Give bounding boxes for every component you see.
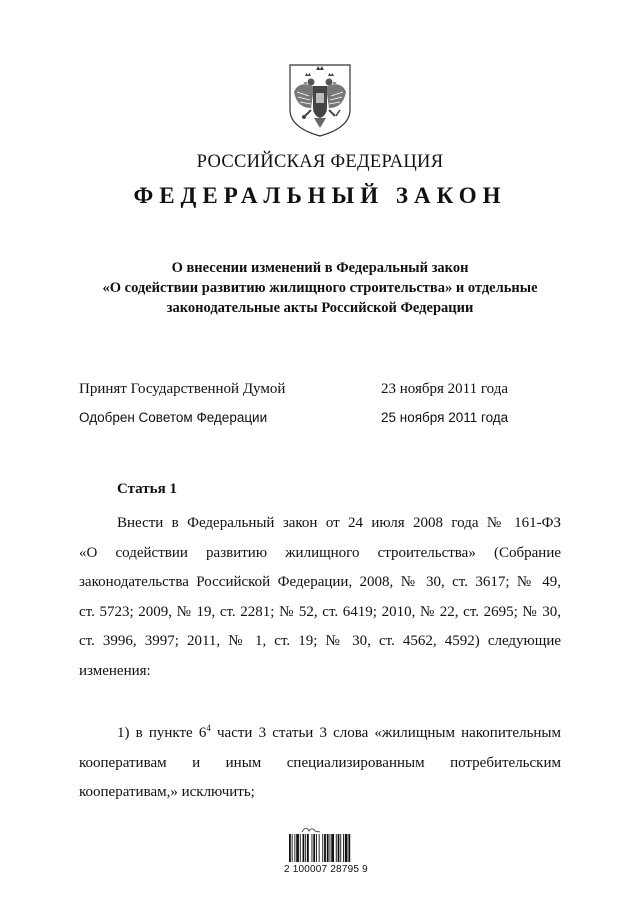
- country-name: РОССИЙСКАЯ ФЕДЕРАЦИЯ: [196, 152, 444, 172]
- paragraph-line: кооперативам,» исключить;: [79, 784, 255, 800]
- article-intro-paragraph: [79, 509, 561, 686]
- adopted-date: 23 ноября 2011 года: [381, 381, 509, 397]
- article-heading: Статья 1: [117, 481, 177, 497]
- item-1-rest: части 3 статьи 3 слова «жилищным накопительным: [210, 725, 562, 741]
- coat-of-arms-emblem: [287, 62, 353, 138]
- item-1-paragraph: [79, 719, 561, 808]
- paragraph-line: «О содействии развитию жилищного строительства» (Собрание: [79, 544, 561, 561]
- approved-date: 25 ноября 2011 года: [381, 410, 509, 425]
- paragraph-line: кооперативам и иным специализированным потребительским: [79, 754, 561, 771]
- law-title-line: «О содействии развитию жилищного строительства» и отдельные: [102, 280, 538, 296]
- law-title: [60, 258, 580, 318]
- paragraph-line: законодательства Российской Федерации, 2008, № 30, ст. 3617; № 49,: [79, 574, 561, 590]
- paragraph-line: Внести в Федеральный закон от 24 июля 2008 года № 161-ФЗ: [117, 515, 561, 531]
- paragraph-line: [79, 719, 561, 749]
- adopted-by-duma-label: Принят Государственной Думой: [79, 381, 286, 397]
- law-title-line: О внесении изменений в Федеральный закон: [171, 260, 469, 276]
- double-headed-eagle-icon: [287, 62, 353, 138]
- approved-by-council-label: Одобрен Советом Федерации: [79, 410, 268, 425]
- item-1-superscript: 4: [206, 723, 211, 733]
- paragraph-line: изменения:: [79, 662, 151, 679]
- barcode-number: 2 100007 28795 9: [284, 864, 368, 875]
- law-title-line: законодательные акты Российской Федерации: [166, 300, 474, 316]
- barcode-mark-icon: [301, 826, 321, 834]
- paragraph-line: ст. 5723; 2009, № 19, ст. 2281; № 52, ст. 6419; 2010, № 22, ст. 2695; № 30,: [79, 603, 561, 620]
- paragraph-line: ст. 3996, 3997; 2011, № 1, ст. 19; № 30, ст. 4562, 4592) следующие: [79, 633, 561, 649]
- law-type-heading: ФЕДЕРАЛЬНЫЙ ЗАКОН: [133, 183, 507, 208]
- barcode-icon: [289, 834, 369, 862]
- item-1-prefix: 1) в пункте 6: [117, 725, 207, 741]
